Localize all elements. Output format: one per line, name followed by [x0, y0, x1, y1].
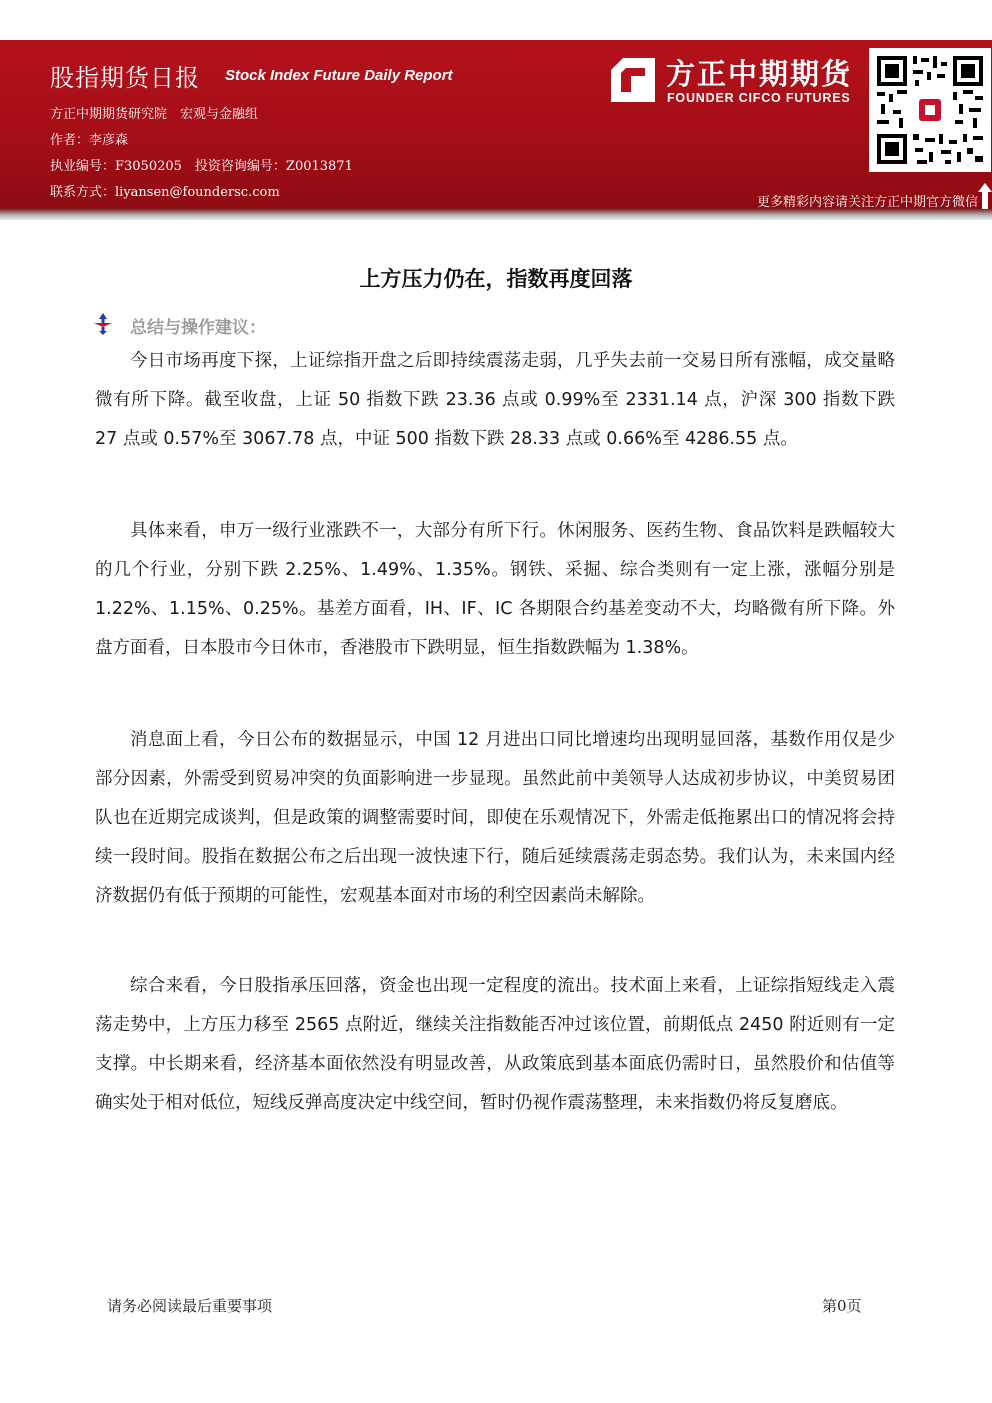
paragraph-1: 今日市场再度下探，上证综指开盘之后即持续震荡走弱，几乎失去前一交易日所有涨幅，成交量略微有所下降。截至收盘，上证 50 指数下跌 23.36 点或 0.99%至 2331.14 点，沪深 300 指数下跌 27 点或 0.57%至 3067.78 点，中证 500 指数下跌 28.33 点或 0.66%至 4286.55 点。 [95, 351, 895, 449]
page-number: 第0页 [822, 1297, 862, 1315]
bullet-arrow-icon [94, 313, 112, 335]
document-title: 上方压力仍在，指数再度回落 [359, 266, 633, 291]
company-name-cn: 方正中期期货 [666, 57, 853, 91]
report-subtitle: Stock Index Future Daily Report [225, 67, 453, 84]
wechat-qr-code [869, 48, 991, 172]
contact-line: 联系方式：liyansen@foundersc.com [50, 185, 280, 200]
arrow-up-icon [978, 183, 992, 209]
qr-code-icon [869, 48, 991, 172]
paragraph-4: 综合来看，今日股指承压回落，资金也出现一定程度的流出。技术面上来看，上证综指短线走入震荡走势中，上方压力移至 2565 点附近，继续关注指数能否冲过该位置，前期低点 2450 附近则有一定支撑。中长期来看，经济基本面依然没有明显改善，从政策底到基本面底仍需时日，虽然股价和估值等确实处于相对低位，短线反弹高度决定中线空间，暂时仍视作震荡整理，未来指数仍将反复磨底。 [95, 976, 895, 1113]
org-line: 方正中期期货研究院 宏观与金融组 [50, 107, 259, 122]
report-title: 股指期货日报 [50, 64, 200, 92]
company-logo-icon [609, 56, 657, 104]
paragraph-2: 具体来看，申万一级行业涨跌不一，大部分有所下行。休闲服务、医药生物、食品饮料是跌幅较大的几个行业，分别下跌 2.25%、1.49%、1.35%。钢铁、采掘、综合类则有一定上涨，涨幅分别是 1.22%、1.15%、0.25%。基差方面看，IH、IF、IC 各期限合约基差变动不大，均略微有所下降。外盘方面看，日本股市今日休市，香港股市下跌明显，恒生指数跌幅为 1.38%。 [95, 521, 895, 658]
wechat-follow-note: 更多精彩内容请关注方正中期官方微信 [756, 195, 978, 210]
author-line: 作者：李彦森 [50, 133, 129, 148]
section-label: 总结与操作建议： [130, 318, 266, 338]
company-name-en: FOUNDER CIFCO FUTURES [667, 91, 851, 105]
footer-notice: 请务必阅读最后重要事项 [107, 1297, 273, 1315]
license-line: 执业编号：F3050205 投资咨询编号：Z0013871 [50, 159, 353, 174]
paragraph-3: 消息面上看，今日公布的数据显示，中国 12 月进出口同比增速均出现明显回落，基数作用仅是少部分因素，外需受到贸易冲突的负面影响进一步显现。虽然此前中美领导人达成初步协议，中美贸易团队也在近期完成谈判，但是政策的调整需要时间，即使在乐观情况下，外需走低拖累出口的情况将会持续一段时间。股指在数据公布之后出现一波快速下行，随后延续震荡走弱态势。我们认为，未来国内经济数据仍有低于预期的可能性，宏观基本面对市场的利空因素尚未解除。 [95, 730, 895, 906]
